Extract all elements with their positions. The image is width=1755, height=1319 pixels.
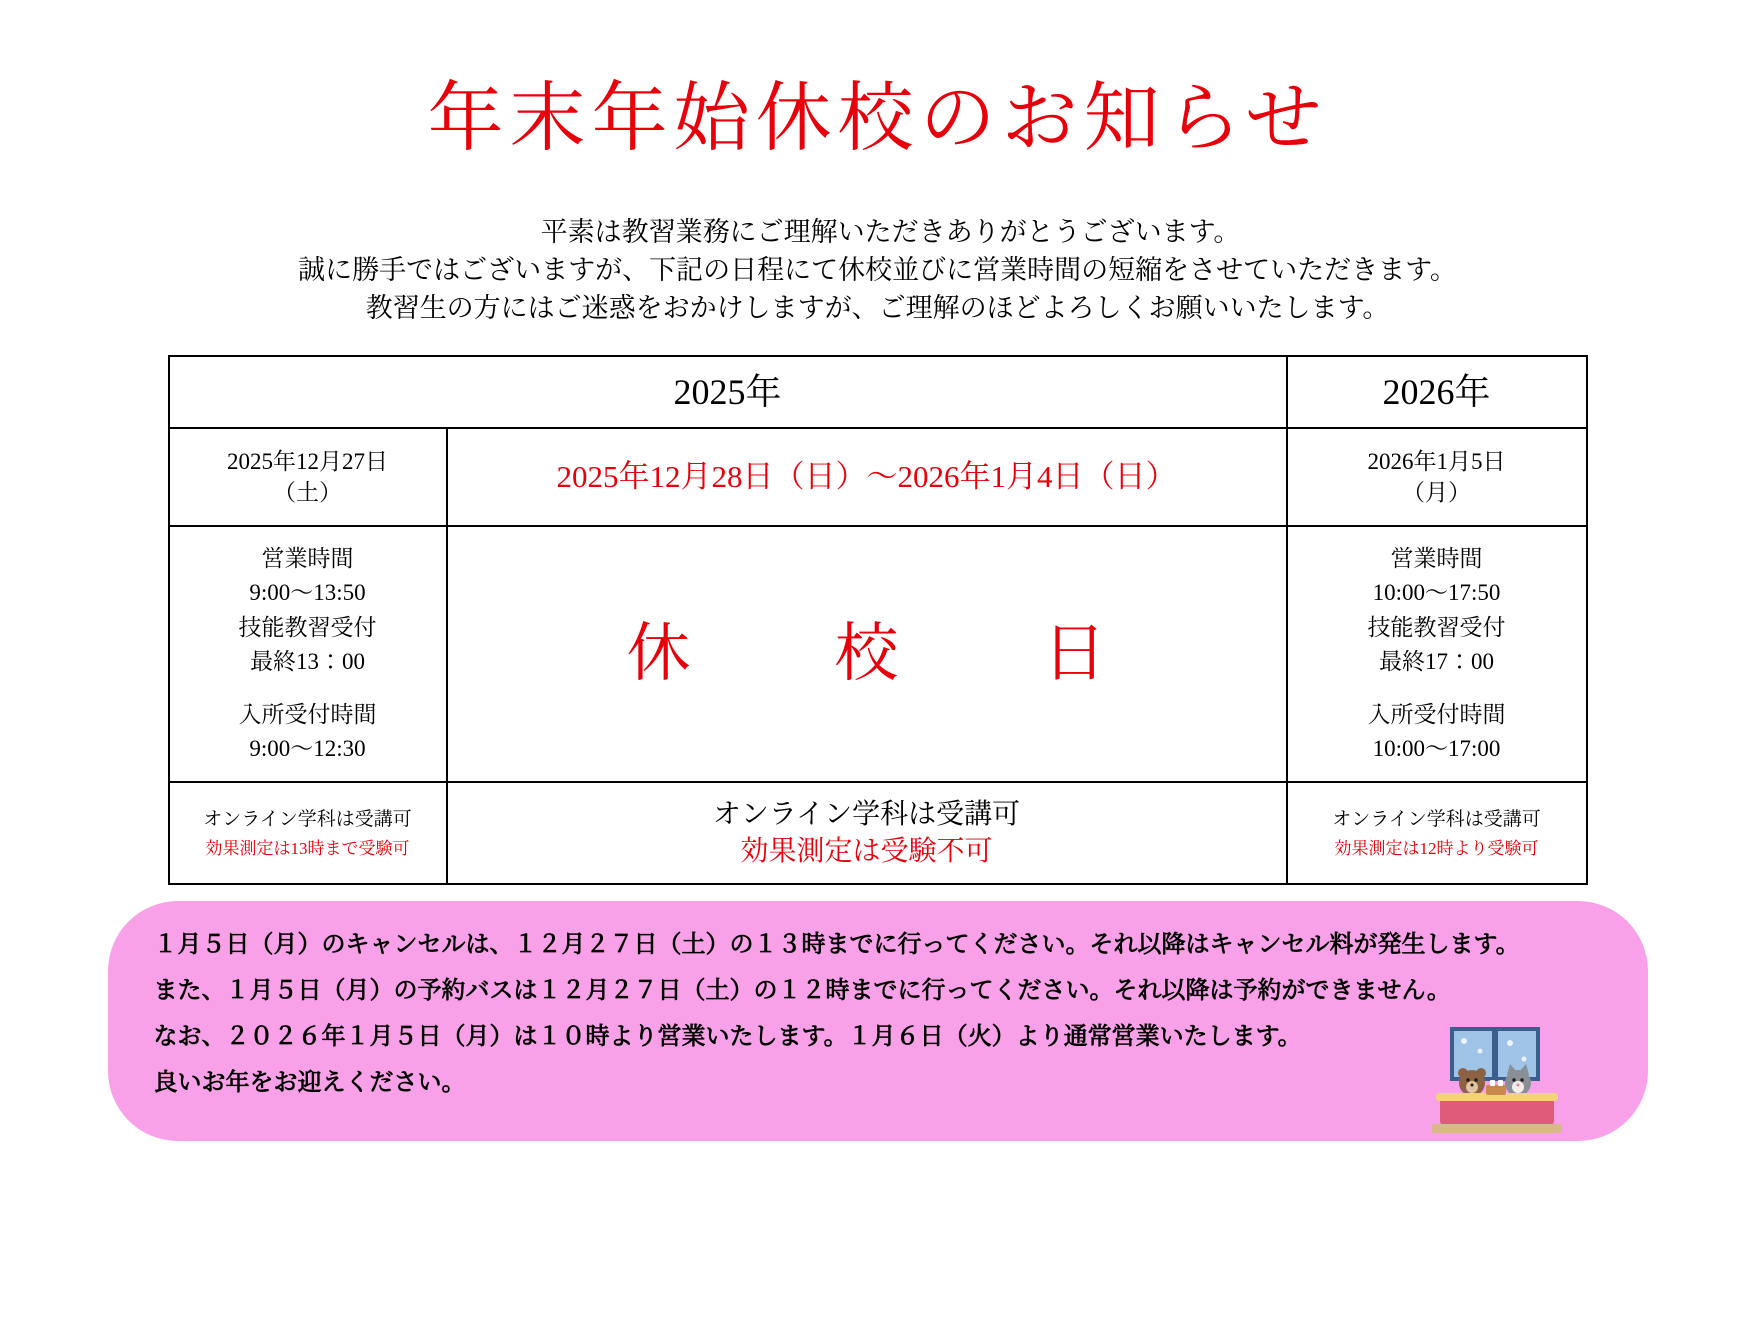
entry-reception-label-left: 入所受付時間: [238, 701, 377, 727]
banner-line-3: なお、２０２６年１月５日（月）は１０時より営業いたします。１月６日（火）より通常営業いたします。: [153, 1023, 1302, 1051]
year-header-2025: 2025年: [169, 356, 1287, 428]
online-course-note-middle: オンライン学科は受講可: [712, 798, 1021, 830]
entry-reception-label-right: 入所受付時間: [1367, 701, 1506, 727]
business-hours-value-right: 10:00〜17:50: [1372, 580, 1501, 606]
skill-reception-label-left: 技能教習受付: [238, 614, 377, 640]
business-hours-value-left: 9:00〜13:50: [249, 580, 366, 606]
table-row-dates: [169, 428, 1587, 526]
entry-reception-value-left: 9:00〜12:30: [249, 736, 366, 762]
intro-line-2: 誠に勝手ではございますが、下記の日程にて休校並びに営業時間の短縮をさせていただきます。: [298, 254, 1457, 285]
date-cell-left: [169, 428, 447, 526]
business-hours-label-right: 営業時間: [1390, 545, 1483, 571]
intro-line-3: 教習生の方にはご迷惑をおかけしますが、ご理解のほどよろしくお願いいたします。: [365, 293, 1390, 324]
bears-at-kotatsu-illustration: [1432, 1025, 1562, 1135]
note-cell-right: [1287, 782, 1587, 884]
banner-line-1: １月５日（月）のキャンセルは、１２月２７日（土）の１３時までに行ってください。それ以降はキャンセル料が発生します。: [153, 931, 1520, 959]
table-row-notes: [169, 782, 1587, 884]
note-cell-middle: [447, 782, 1287, 884]
table-row-year: [169, 356, 1587, 428]
date-cell-middle: 2025年12月28日（日）〜2026年1月4日（日）: [447, 428, 1287, 526]
banner-line-2: また、１月５日（月）の予約バスは１２月２７日（土）の１２時までに行ってください。それ以降は予約ができません。: [153, 977, 1451, 1005]
date-left-line2: （土）: [273, 480, 342, 506]
closed-day-cell: 休 校 日: [447, 526, 1287, 782]
year-header-2026: 2026年: [1287, 356, 1587, 428]
banner-line-4: 良いお年をお迎えください。: [153, 1069, 466, 1097]
schedule-table-wrapper: [168, 355, 1588, 885]
entry-reception-value-right: 10:00〜17:00: [1372, 736, 1501, 762]
cancellation-notice-banner: [108, 901, 1648, 1141]
intro-line-1: 平素は教習業務にご理解いただきありがとうございます。: [540, 216, 1241, 247]
hours-cell-right: [1287, 526, 1587, 782]
notice-page: [0, 78, 1755, 1319]
date-right-line1: 2026年1月5日: [1367, 449, 1506, 475]
page-title: 年末年始休校のお知らせ: [427, 77, 1328, 161]
schedule-table: [168, 355, 1588, 885]
online-course-note-left: オンライン学科は受講可: [203, 808, 412, 830]
effect-test-note-middle: 効果測定は受験不可: [740, 836, 993, 868]
spacer-left: [176, 680, 440, 698]
note-cell-left: [169, 782, 447, 884]
skill-reception-last-left: 最終13：00: [250, 649, 365, 675]
skill-reception-last-right: 最終17：00: [1379, 649, 1495, 675]
online-course-note-right: オンライン学科は受講可: [1332, 808, 1541, 830]
date-cell-right: [1287, 428, 1587, 526]
business-hours-label-left: 営業時間: [261, 545, 354, 571]
intro-paragraph: [0, 213, 1755, 328]
effect-test-note-left: 効果測定は13時まで受験可: [205, 839, 410, 859]
date-left-line1: 2025年12月27日: [227, 449, 388, 475]
hours-cell-left: [169, 526, 447, 782]
skill-reception-label-right: 技能教習受付: [1367, 614, 1506, 640]
date-right-line2: （月）: [1402, 480, 1472, 506]
effect-test-note-right: 効果測定は12時より受験可: [1334, 839, 1539, 859]
table-row-hours: [169, 526, 1587, 782]
spacer-right: [1294, 680, 1580, 698]
